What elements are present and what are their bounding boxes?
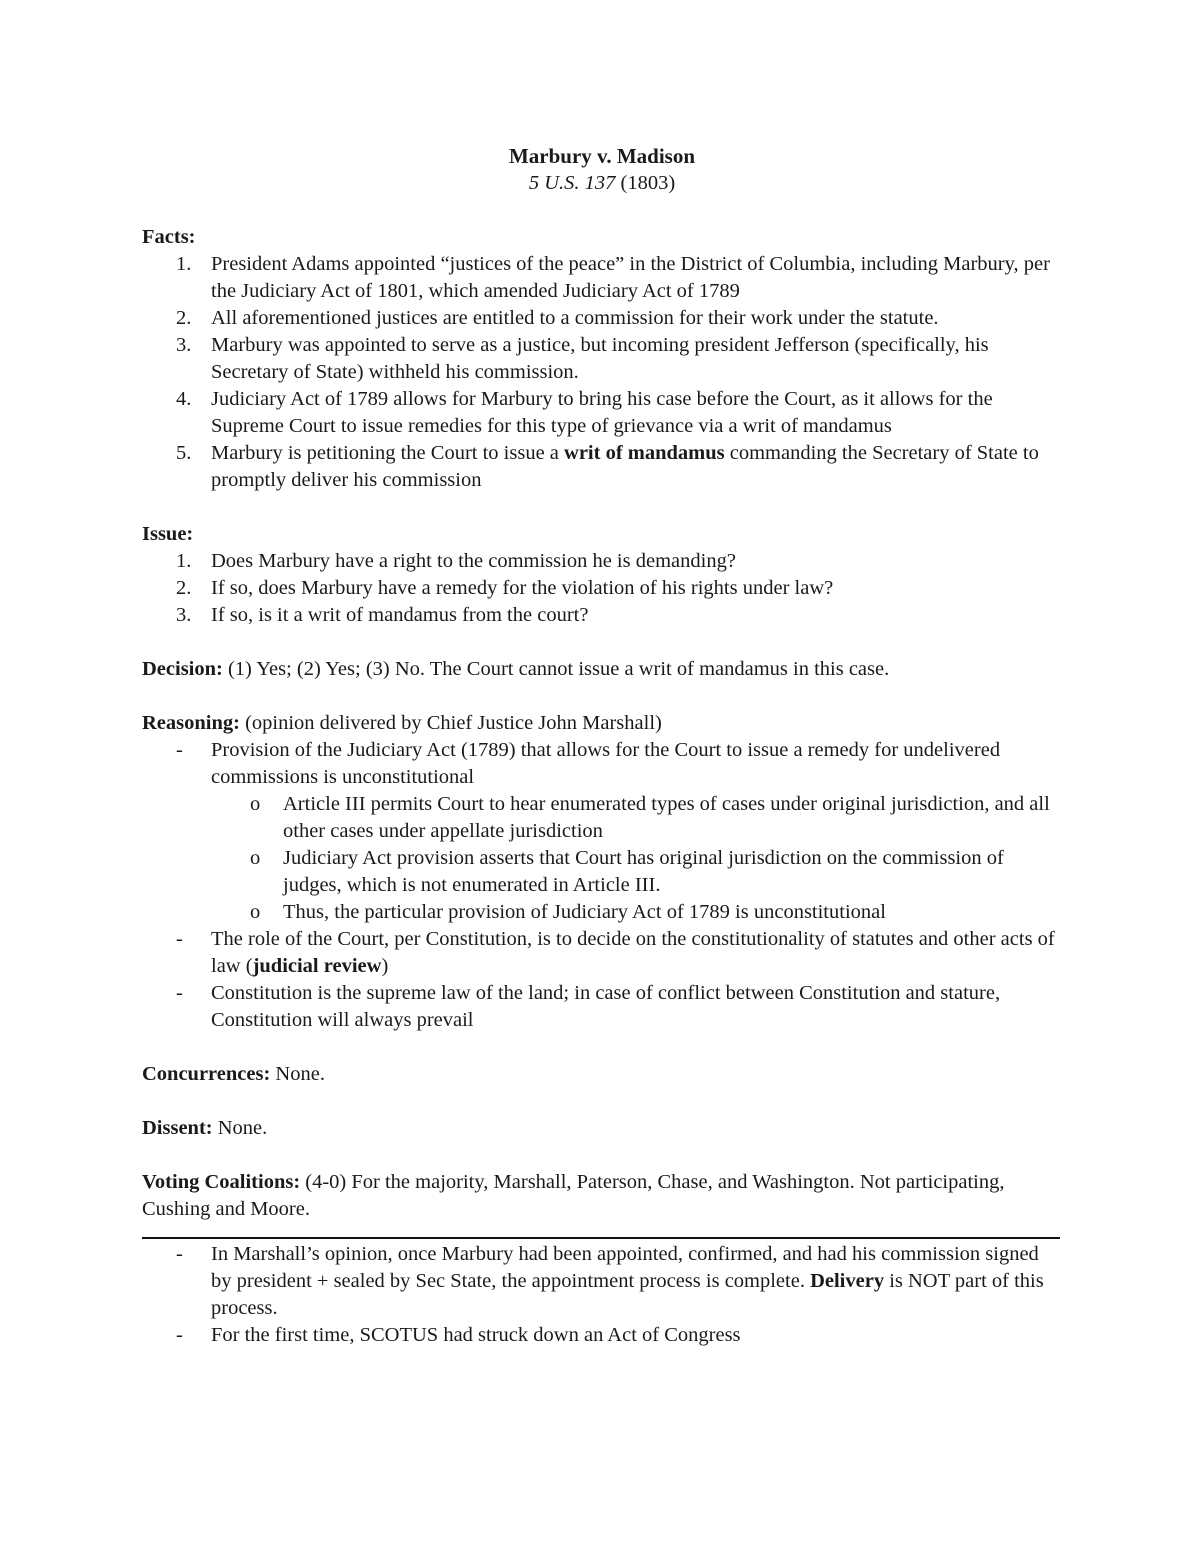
concurrences-text: None.	[270, 1063, 325, 1085]
notes-item	[142, 1322, 1062, 1349]
facts-item	[142, 305, 1062, 332]
list-number: 2.	[176, 307, 192, 329]
issue-item-text: Does Marbury have a right to the commission he is demanding?	[211, 550, 736, 572]
facts-section	[142, 224, 1062, 494]
facts-item	[142, 440, 1062, 494]
list-number: 1.	[176, 253, 192, 275]
dash-bullet: -	[176, 739, 183, 761]
reasoning-sub-text: Article III permits Court to hear enumerated types of cases under original jurisdiction, and all other cases under appellate jurisdiction	[283, 793, 1050, 842]
notes-item	[142, 1241, 1062, 1322]
reasoning-section	[142, 710, 1062, 1034]
decision-heading: Decision:	[142, 658, 223, 680]
issue-item	[142, 602, 1062, 629]
dissent-section	[142, 1115, 1062, 1142]
list-number: 2.	[176, 577, 192, 599]
reasoning-heading: Reasoning:	[142, 712, 240, 734]
issue-item	[142, 548, 1062, 575]
facts-item-text: Marbury was appointed to serve as a justice, but incoming president Jefferson (specifically, his Secretary of State) withheld his commission.	[211, 334, 989, 383]
voting-text: (4-0) For the majority, Marshall, Paterson, Chase, and Washington. Not participating, Cushing and Moore.	[142, 1171, 1005, 1220]
issue-section	[142, 521, 1062, 629]
reasoning-item	[142, 926, 1062, 980]
list-number: 1.	[176, 550, 192, 572]
concurrences-heading: Concurrences:	[142, 1063, 271, 1085]
facts-item-text: President Adams appointed “justices of the peace” in the District of Columbia, including Marbury, per the Judiciary Act of 1801, which amended Judiciary Act of 1789	[211, 253, 1050, 302]
citation-reporter: 5 U.S. 137	[528, 172, 616, 194]
reasoning-item-text: The role of the Court, per Constitution, is to decide on the constitutionality of statutes and other acts of law (	[211, 928, 1055, 977]
reasoning-item-text: Provision of the Judiciary Act (1789) that allows for the Court to issue a remedy for undelivered commissions is unconstitutional	[211, 739, 1001, 788]
list-number: 3.	[176, 604, 192, 626]
dissent-text: None.	[212, 1117, 268, 1139]
issue-item-text: If so, does Marbury have a remedy for the violation of his rights under law?	[211, 577, 834, 599]
list-number: 3.	[176, 334, 192, 356]
reasoning-item	[142, 980, 1062, 1034]
reasoning-intro: (opinion delivered by Chief Justice John Marshall)	[239, 712, 662, 734]
facts-heading: Facts:	[142, 226, 196, 248]
citation-year: (1803)	[620, 172, 676, 194]
dash-bullet: -	[176, 1243, 183, 1265]
notes-section	[142, 1241, 1062, 1349]
decision-text: (1) Yes; (2) Yes; (3) No. The Court cannot issue a writ of mandamus in this case.	[222, 658, 890, 680]
notes-item-text: For the first time, SCOTUS had struck down an Act of Congress	[211, 1324, 741, 1346]
circle-bullet: o	[250, 901, 261, 923]
circle-bullet: o	[250, 793, 261, 815]
facts-bold-term: writ of mandamus	[564, 442, 725, 464]
document-content	[142, 143, 1062, 1349]
facts-item-text: All aforementioned justices are entitled to a commission for their work under the statute.	[211, 307, 939, 329]
list-number: 5.	[176, 442, 192, 464]
horizontal-divider	[142, 1237, 1060, 1239]
case-title: Marbury v. Madison	[508, 144, 696, 168]
dissent-heading: Dissent:	[142, 1117, 213, 1139]
issue-item	[142, 575, 1062, 602]
reasoning-sub-item	[142, 791, 1062, 845]
facts-item-text: Judiciary Act of 1789 allows for Marbury to bring his case before the Court, as it allows for the Supreme Court to issue remedies for this type of grievance via a writ of mandamus	[211, 388, 993, 437]
list-number: 4.	[176, 388, 192, 410]
concurrences-section	[142, 1061, 1062, 1088]
circle-bullet: o	[250, 847, 261, 869]
voting-section	[142, 1169, 1062, 1223]
reasoning-item	[142, 737, 1062, 791]
reasoning-sub-item	[142, 899, 1062, 926]
decision-section	[142, 656, 1062, 683]
notes-item-text: In Marshall’s opinion, once Marbury had been appointed, confirmed, and had his commission signed by president + sealed by Sec State, the appointment process is complete.	[211, 1243, 1039, 1292]
dash-bullet: -	[176, 982, 183, 1004]
issue-item-text: If so, is it a writ of mandamus from the court?	[211, 604, 589, 626]
facts-item	[142, 332, 1062, 386]
facts-item-text: Marbury is petitioning the Court to issue a	[211, 442, 565, 464]
notes-bold-term: Delivery	[810, 1270, 885, 1292]
notes-item-text: is NOT part of this process.	[211, 1270, 1044, 1319]
facts-item	[142, 386, 1062, 440]
facts-item-text: commanding the Secretary of State to promptly deliver his commission	[211, 442, 1039, 491]
dash-bullet: -	[176, 928, 183, 950]
reasoning-bold-term: judicial review	[252, 955, 382, 977]
case-citation	[142, 170, 1062, 197]
reasoning-item-text: )	[381, 955, 389, 977]
facts-item	[142, 251, 1062, 305]
dash-bullet: -	[176, 1324, 183, 1346]
reasoning-item-text: Constitution is the supreme law of the land; in case of conflict between Constitution and stature, Constitution will always prevail	[211, 982, 1001, 1031]
reasoning-sub-text: Judiciary Act provision asserts that Court has original jurisdiction on the commission of judges, which is not enumerated in Article III.	[283, 847, 1004, 896]
reasoning-sub-text: Thus, the particular provision of Judiciary Act of 1789 is unconstitutional	[283, 901, 886, 923]
issue-heading: Issue:	[142, 523, 194, 545]
voting-heading: Voting Coalitions:	[142, 1171, 301, 1193]
reasoning-intro-line	[142, 710, 1062, 737]
reasoning-sub-item	[142, 845, 1062, 899]
